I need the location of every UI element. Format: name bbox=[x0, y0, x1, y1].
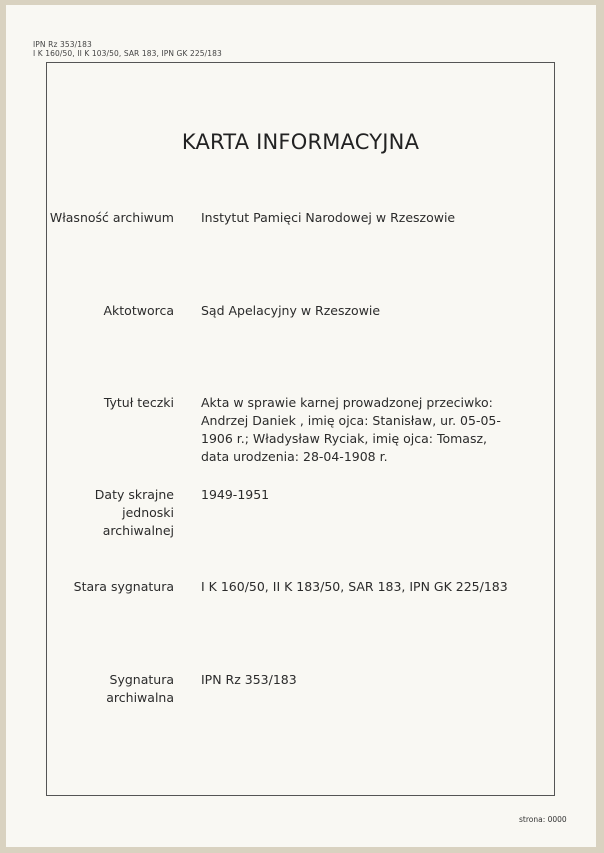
header-old-signatures: I K 160/50, II K 103/50, SAR 183, IPN GK 225/183 bbox=[33, 49, 222, 58]
old-signature-label: Stara sygnatura bbox=[73, 579, 174, 594]
dates-value: 1949-1951 bbox=[201, 487, 270, 502]
old-signature-value: I K 160/50, II K 183/50, SAR 183, IPN GK 225/183 bbox=[201, 579, 508, 594]
page-title: KARTA INFORMACYJNA bbox=[181, 130, 420, 154]
file-title-label: Tytuł teczki bbox=[103, 395, 174, 410]
creator-value: Sąd Apelacyjny w Rzeszowie bbox=[201, 303, 381, 318]
signature-value: IPN Rz 353/183 bbox=[201, 672, 297, 687]
file-title-value: Akta w sprawie karnej prowadzonej przeciwko: Andrzej Daniek , imię ojca: Stanisław, ur. 05-05-1906 r.; Władysław Ryciak, imię ojca: Tomasz, data urodzenia: 28-04-1908 r. bbox=[201, 395, 501, 464]
creator-label: Aktotworca bbox=[103, 303, 174, 318]
owner-value: Instytut Pamięci Narodowej w Rzeszowie bbox=[201, 210, 456, 225]
signature-label: Sygnatura archiwalna bbox=[106, 672, 174, 705]
header-signature: IPN Rz 353/183 bbox=[33, 40, 92, 49]
dates-label: Daty skrajne jednoski archiwalnej bbox=[94, 487, 174, 538]
owner-label: Własność archiwum bbox=[49, 210, 174, 225]
page-number: strona: 0000 bbox=[519, 815, 567, 824]
